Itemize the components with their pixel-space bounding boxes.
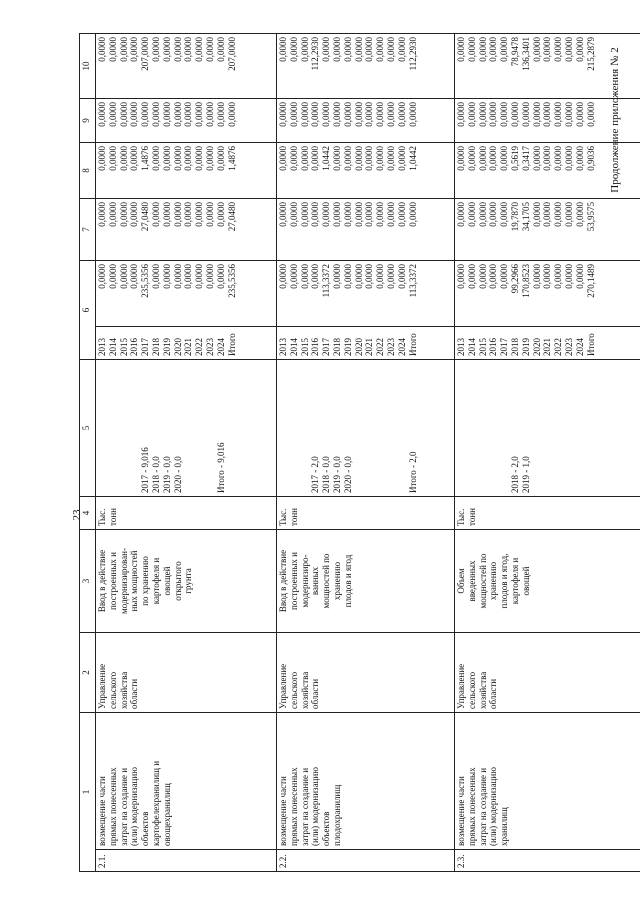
- indicator: Ввод в действие построенных и модернизиро- ванных мощностей по хранению плодов и ягод: [277, 530, 455, 633]
- column-header-10: 10: [80, 34, 96, 99]
- table-row: [455, 34, 640, 872]
- row-number: 2.1.: [96, 850, 277, 872]
- funding-column-10: 0,0000 0,0000 0,0000 0,0000 207,0000 0,0000 0,0000 0,0000 0,0000 0,0000 0,0000 0,0000 207,0000: [96, 34, 277, 99]
- funding-column-8: 0,0000 0,0000 0,0000 0,0000 0,0000 0,5619 0,3417 0,0000 0,0000 0,0000 0,0000 0,0000 0,9036: [455, 143, 640, 199]
- funding-column-7: 0,0000 0,0000 0,0000 0,0000 27,0480 0,0000 0,0000 0,0000 0,0000 0,0000 0,0000 0,0000 27,0480: [96, 199, 277, 261]
- funding-column-10: 0,0000 0,0000 0,0000 112,2930 0,0000 0,0000 0,0000 0,0000 0,0000 0,0000 0,0000 0,0000 112,2930: [277, 34, 455, 99]
- table-row: [277, 34, 455, 872]
- unit: Тыс. тонн: [277, 497, 455, 530]
- unit: Тыс. тонн: [96, 497, 277, 530]
- funding-total: 0,0000 0,0000 0,0000 0,0000 235,5356 0,0000 0,0000 0,0000 0,0000 0,0000 0,0000 0,0000 235,5356: [96, 261, 277, 327]
- column-header-6: 6: [80, 261, 96, 360]
- indicator: Ввод в действие построенных и модернизирован- ных мощностей по хранению картофеля и овощей открытого грунта: [96, 530, 277, 633]
- executor: Управление сельского хозяйства области: [455, 633, 640, 713]
- table-row: [96, 34, 277, 872]
- funding-column-9: 0,0000 0,0000 0,0000 0,0000 0,0000 0,0000 0,0000 0,0000 0,0000 0,0000 0,0000 0,0000 0,0000: [277, 99, 455, 143]
- years-list: 2013 2014 2015 2016 2017 2018 2019 2020 2021 2022 2023 2024 Итого: [455, 327, 640, 360]
- funding-column-9: 0,0000 0,0000 0,0000 0,0000 0,0000 0,0000 0,0000 0,0000 0,0000 0,0000 0,0000 0,0000 0,0000: [455, 99, 640, 143]
- indicator: Объем введенных мощностей по хранению плодов и ягод, картофеля и овощей: [455, 530, 640, 633]
- funding-column-7: 0,0000 0,0000 0,0000 0,0000 0,0000 19,7870 34,1705 0,0000 0,0000 0,0000 0,0000 0,0000 53,9575: [455, 199, 640, 261]
- column-header-5: 5: [80, 360, 96, 497]
- row-number: 2.3.: [455, 850, 640, 872]
- funding-total: 0,0000 0,0000 0,0000 0,0000 0,0000 99,2966 170,8523 0,0000 0,0000 0,0000 0,0000 0,0000 270,1489: [455, 261, 640, 327]
- table-container: [79, 34, 640, 872]
- column-header-2: 2: [80, 633, 96, 713]
- funding-total: 0,0000 0,0000 0,0000 0,0000 113,3372 0,0000 0,0000 0,0000 0,0000 0,0000 0,0000 0,0000 113,3372: [277, 261, 455, 327]
- column-header-9: 9: [80, 99, 96, 143]
- column-header-8: 8: [80, 143, 96, 199]
- program-measures-table: [79, 33, 640, 872]
- years-list: 2013 2014 2015 2016 2017 2018 2019 2020 2021 2022 2023 2024 Итого: [277, 327, 455, 360]
- measure-name: возмещение части прямых понесенных затрат на создание и (или) модернизацию хранилищ: [455, 713, 640, 850]
- row-number: 2.2.: [277, 850, 455, 872]
- column-header-3: 3: [80, 530, 96, 633]
- funding-column-8: 0,0000 0,0000 0,0000 0,0000 1,4876 0,0000 0,0000 0,0000 0,0000 0,0000 0,0000 0,0000 1,4876: [96, 143, 277, 199]
- appendix-continuation-note: Продолжение приложения № 2: [609, 47, 621, 193]
- column-number-row: [80, 34, 96, 872]
- measure-name: возмещение части прямых понесенных затрат на создание и (или) модернизацию объектов плодохранилищ: [277, 713, 455, 850]
- measure-name: возмещение части прямых понесенных затрат на создание и (или) модернизацию объектов картофелехранилищ и овощехранилищ: [96, 713, 277, 850]
- executor: Управление сельского хозяйства области: [96, 633, 277, 713]
- funding-column-9: 0,0000 0,0000 0,0000 0,0000 0,0000 0,0000 0,0000 0,0000 0,0000 0,0000 0,0000 0,0000 0,0000: [96, 99, 277, 143]
- funding-column-8: 0,0000 0,0000 0,0000 0,0000 1,0442 0,0000 0,0000 0,0000 0,0000 0,0000 0,0000 0,0000 1,0442: [277, 143, 455, 199]
- target-value: 2018 - 2,0 2019 - 1,0: [455, 360, 640, 497]
- column-header-7: 7: [80, 199, 96, 261]
- funding-column-10: 0,0000 0,0000 0,0000 0,0000 0,0000 78,9478 136,3401 0,0000 0,0000 0,0000 0,0000 0,0000 215,2879: [455, 34, 640, 99]
- target-value: 2017 - 9,016 2018 - 0,0 2019 - 0,0 2020 - 0,0 Итого - 9,016: [96, 360, 277, 497]
- column-header-1: 1: [80, 713, 96, 872]
- unit: Тыс. тонн: [455, 497, 640, 530]
- target-value: 2017 - 2,0 2018 - 0,0 2019 - 0,0 2020 - 0,0 Итого - 2,0: [277, 360, 455, 497]
- page-number: 23: [71, 509, 83, 521]
- executor: Управление сельского хозяйства области: [277, 633, 455, 713]
- years-list: 2013 2014 2015 2016 2017 2018 2019 2020 2021 2022 2023 2024 Итого: [96, 327, 277, 360]
- funding-column-7: 0,0000 0,0000 0,0000 0,0000 0,0000 0,0000 0,0000 0,0000 0,0000 0,0000 0,0000 0,0000 0,0000: [277, 199, 455, 261]
- column-header-4: 4: [80, 497, 96, 530]
